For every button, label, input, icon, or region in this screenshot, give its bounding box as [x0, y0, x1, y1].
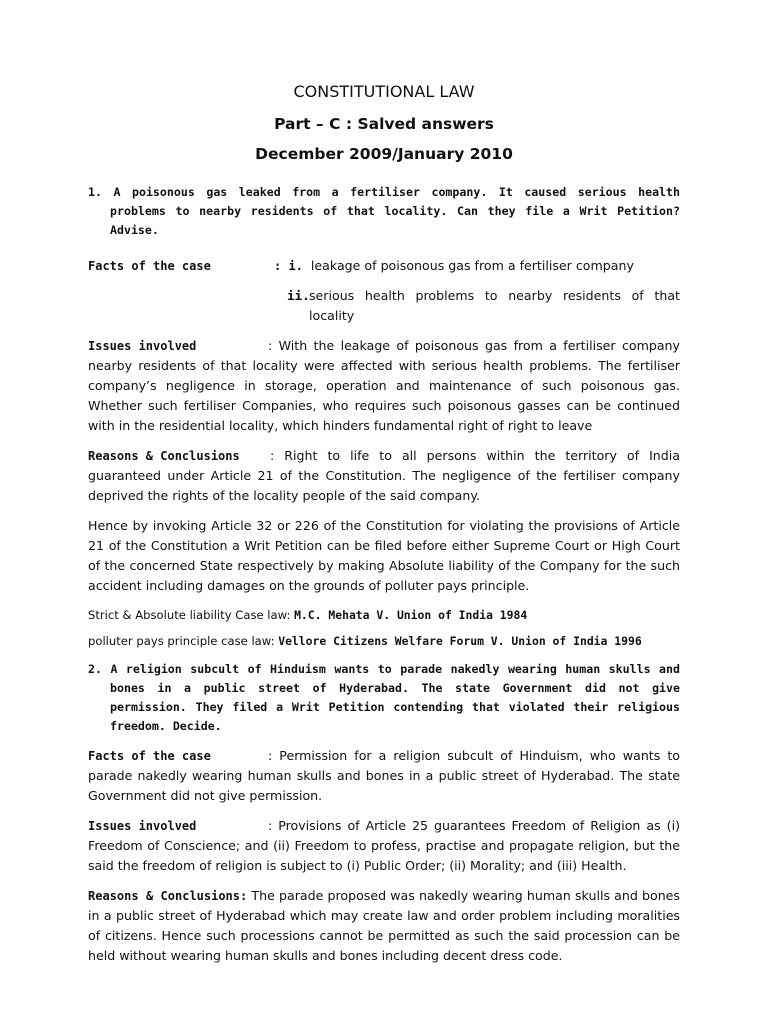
q1-case-law-2 — [88, 632, 680, 650]
q1-facts-ii-row — [88, 286, 680, 326]
q2-issues-label: Issues involved — [88, 819, 197, 833]
q1-case-law-1 — [88, 606, 680, 624]
document-title: CONSTITUTIONAL LAW — [293, 82, 475, 101]
q1-case2-name: Vellore Citizens Welfare Forum V. Union of India 1996 — [278, 634, 642, 648]
q1-hence-paragraph: Hence by invoking Article 32 or 226 of the Constitution for violating the provisions of Article 21 of the Constitution a Writ Petition can be filed before either Supreme Court or High Court of the concerned State respectively by making Absolute liability of the Company for the such accident including damages on the grounds of polluter pays principle. — [88, 518, 680, 593]
q1-case1-label: Strict & Absolute liability Case law: — [88, 608, 291, 622]
document-session: December 2009/January 2010 — [255, 145, 513, 163]
q2-issues-text: : Provisions of Article 25 guarantees Freedom of Religion as (i) Freedom of Conscience; and (ii) Freedom to profess, practise and propagate religion, but the said the freedom of religion is subject to (i) Public Order; (ii) Morality; and (iii) Health. — [88, 818, 680, 873]
q1-reasons-label: Reasons & Conclusions — [88, 449, 240, 463]
document-page — [88, 82, 680, 966]
q1-facts-ii-num: ii. — [287, 288, 310, 303]
q1-facts-ii: serious health problems to nearby residents of that locality — [309, 288, 680, 323]
q1-case2-label: polluter pays principle case law: — [88, 634, 275, 648]
question-2: 2. A religion subcult of Hinduism wants to parade nakedly wearing human skulls and bones in a public street of Hyderabad. The state Government did not give permission. They filed a Writ Petition contending that violated their religious freedom. Decide. — [88, 662, 680, 733]
q2-reasons-paragraph — [88, 886, 680, 966]
q1-issues-label: Issues involved — [88, 339, 197, 353]
q2-facts-text: : Permission for a religion subcult of Hinduism, who wants to parade nakedly wearing human skulls and bones in a public street of Hyderabad. The state Government did not give permission. — [88, 748, 680, 803]
document-part: Part – C : Salved answers — [274, 115, 494, 133]
q2-issues-paragraph — [88, 816, 680, 876]
q1-reasons-paragraph — [88, 446, 680, 506]
question-1: 1. A poisonous gas leaked from a fertiliser company. It caused serious health problems to nearby residents of that locality. Can they file a Writ Petition? Advise. — [88, 185, 680, 237]
q1-facts-i: leakage of poisonous gas from a fertiliser company — [310, 258, 634, 273]
q1-issues-paragraph — [88, 336, 680, 436]
q1-reasons-text: : Right to life to all persons within the territory of India guaranteed under Article 21 of the Constitution. The negligence of the fertiliser company deprived the rights of the locality people of the said company. — [88, 448, 680, 503]
q1-case1-name: M.C. Mehata V. Union of India 1984 — [294, 608, 528, 622]
q2-reasons-text: The parade proposed was nakedly wearing human skulls and bones in a public street of Hyderabad which may create law and order problem including moralities of citizens. Hence such processions cannot be permitted as such the said procession can be held without wearing human skulls and bones including decent dress code. — [88, 888, 680, 963]
q1-issues-text: : With the leakage of poisonous gas from a fertiliser company nearby residents of that locality were affected with serious health problems. The fertiliser company’s negligence in storage, operation and maintenance of such poisonous gas. Whether such fertiliser Companies, who requires such poisonous gasses can be continued with in the residential locality, which hinders fundamental right of right to leave — [88, 338, 680, 433]
q2-facts-paragraph — [88, 746, 680, 806]
q2-facts-label: Facts of the case — [88, 749, 211, 763]
q1-facts-i-num: : i. — [274, 259, 303, 273]
q2-reasons-label: Reasons & Conclusions: — [88, 889, 248, 903]
q1-facts-label: Facts of the case — [88, 259, 211, 273]
q1-facts-row — [88, 256, 680, 276]
